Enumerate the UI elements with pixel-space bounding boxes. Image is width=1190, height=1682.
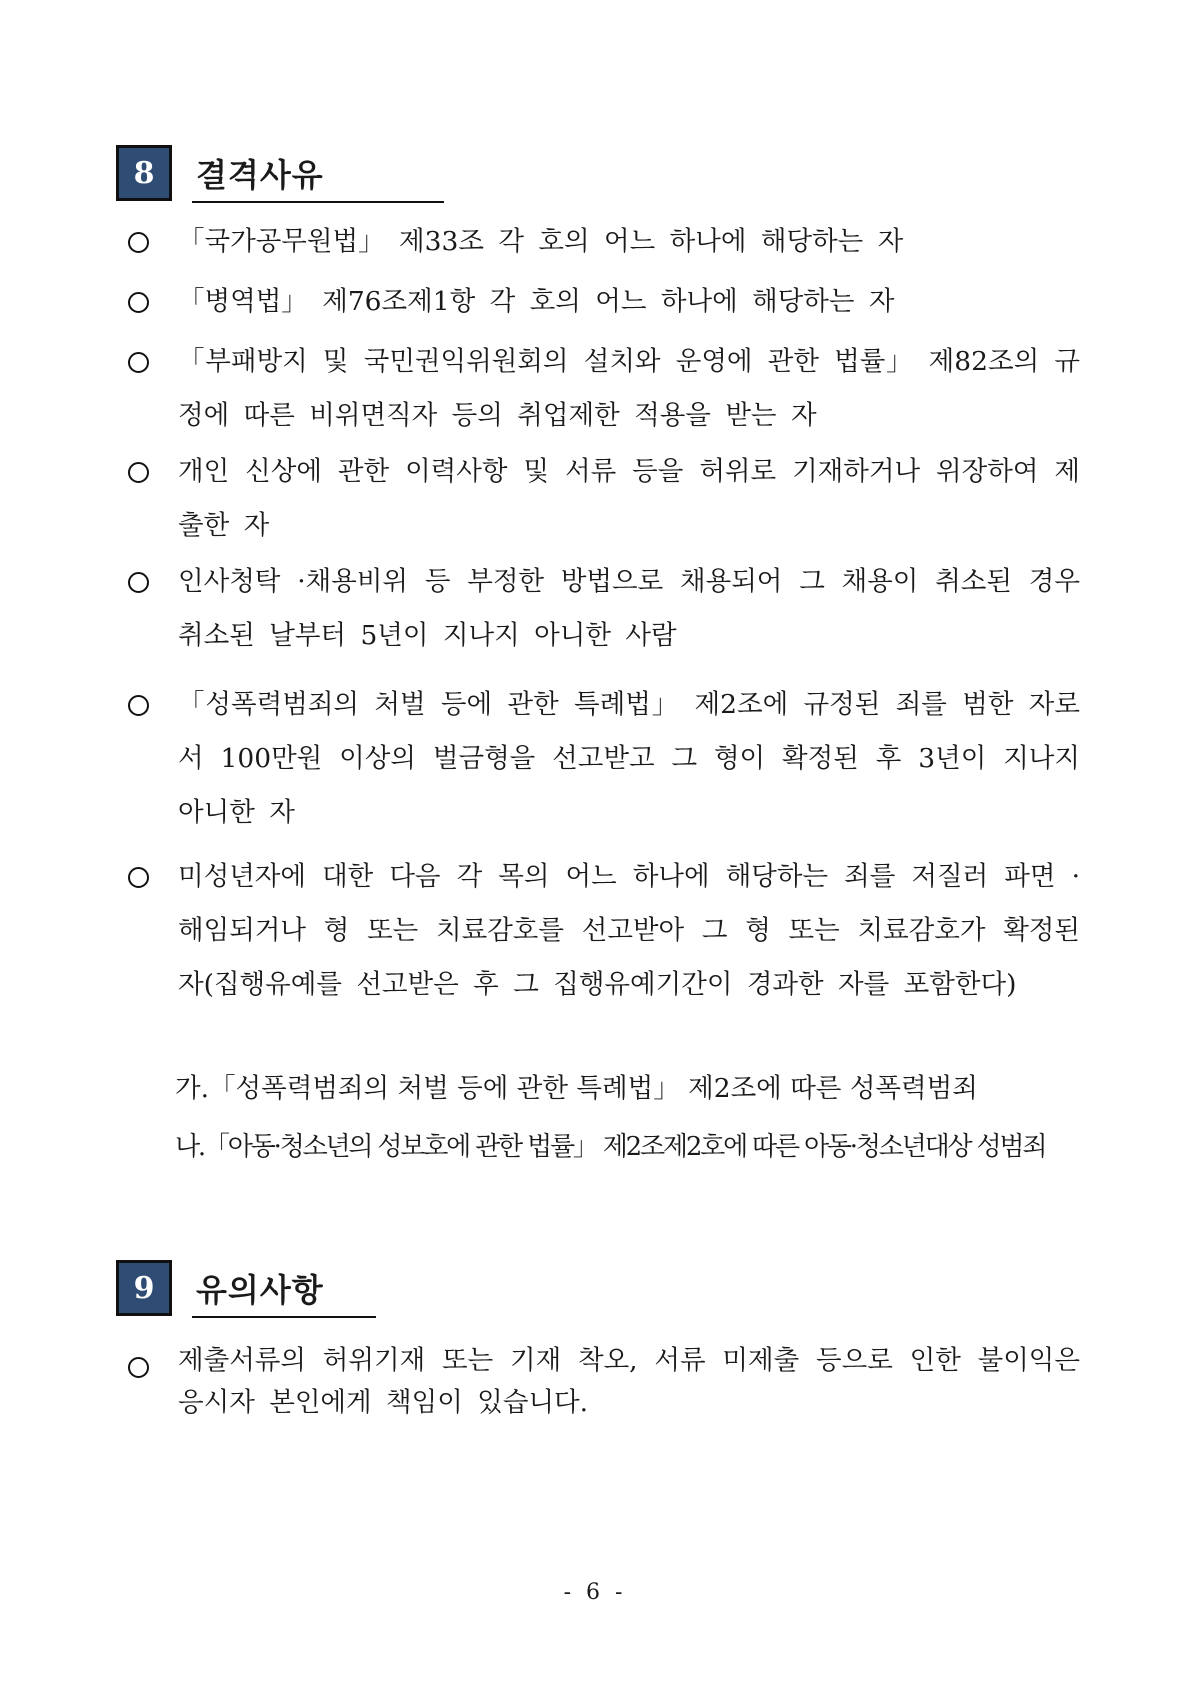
list-item-text: 「병역법」 제76조제1항 각 호의 어느 하나에 해당하는 자 <box>178 286 895 317</box>
circle-bullet-icon <box>128 1340 168 1394</box>
list-item <box>128 678 1080 840</box>
circle-bullet-icon <box>128 678 168 732</box>
sub-item-ga: 가.「성폭력범죄의 처벌 등에 관한 특례법」 제2조에 따른 성폭력범죄 <box>175 1073 978 1104</box>
list-item <box>128 1340 1080 1424</box>
list-item-text: 제출서류의 허위기재 또는 기재 착오, 서류 미제출 등으로 인한 불이익은 응시자 본인에게 책임이 있습니다. <box>178 1345 1080 1418</box>
circle-bullet-icon <box>128 555 168 609</box>
section-9-title-underline <box>192 1260 376 1318</box>
circle-bullet-icon <box>128 335 168 389</box>
list-item <box>128 215 1080 269</box>
list-item-text: 「성폭력범죄의 처벌 등에 관한 특례법」 제2조에 규정된 죄를 범한 자로서 100만원 이상의 벌금형을 선고받고 그 형이 확정된 후 3년이 지나지 아니한 자 <box>178 689 1080 828</box>
list-item <box>128 445 1080 553</box>
list-item-text: 개인 신상에 관한 이력사항 및 서류 등을 허위로 기재하거나 위장하여 제출한 자 <box>178 456 1080 541</box>
list-item <box>128 275 1080 329</box>
list-item-text: 「국가공무원법」 제33조 각 호의 어느 하나에 해당하는 자 <box>178 226 904 257</box>
page-number: - 6 - <box>563 1580 627 1605</box>
section-9-header <box>116 1260 376 1320</box>
section-8-header <box>116 145 444 205</box>
list-item-text: 미성년자에 대한 다음 각 목의 어느 하나에 해당하는 죄를 저질러 파면 ·해임되거나 형 또는 치료감호를 선고받아 그 형 또는 치료감호가 확정된 자(집행유예를 선고받은 후 그 집행유예기간이 경과한 자를 포함한다) <box>178 861 1080 1000</box>
circle-bullet-icon <box>128 215 168 269</box>
circle-bullet-icon <box>128 275 168 329</box>
circle-bullet-icon <box>128 445 168 499</box>
sub-item-na: 나.「아동·청소년의 성보호에 관한 법률」 제2조제2호에 따른 아동·청소년대상 성범죄 <box>175 1132 1046 1162</box>
list-item-text: 「부패방지 및 국민권익위원회의 설치와 운영에 관한 법률」 제82조의 규정에 따른 비위면직자 등의 취업제한 적용을 받는 자 <box>178 346 1080 431</box>
section-8-number: 8 <box>116 145 172 201</box>
section-9-number: 9 <box>116 1260 172 1316</box>
section-9-title: 유의사항 <box>196 1271 324 1309</box>
section-8-title: 결격사유 <box>196 156 324 194</box>
circle-bullet-icon <box>128 850 168 904</box>
list-item <box>128 555 1080 663</box>
section-8-title-underline <box>192 145 444 203</box>
list-item <box>128 850 1080 1012</box>
list-item <box>128 335 1080 443</box>
list-item-text: 인사청탁 ·채용비위 등 부정한 방법으로 채용되어 그 채용이 취소된 경우 취소된 날부터 5년이 지나지 아니한 사람 <box>178 566 1080 651</box>
